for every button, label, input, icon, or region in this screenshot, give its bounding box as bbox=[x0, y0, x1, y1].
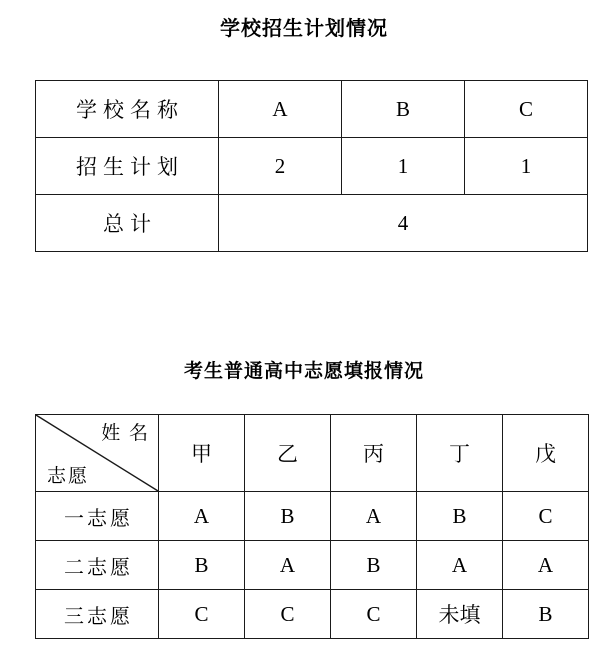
diagonal-header-name-label: 姓 名 bbox=[101, 423, 150, 444]
diagonal-header-volunteer-label: 志愿 bbox=[47, 466, 90, 487]
row-label-first-choice: 一志愿 bbox=[36, 492, 159, 541]
school-a-name: A bbox=[219, 81, 342, 138]
row-label-total: 总计 bbox=[36, 195, 219, 252]
second-choice-student-3: B bbox=[331, 541, 417, 590]
school-plan-table bbox=[35, 80, 588, 252]
third-choice-student-2: C bbox=[245, 590, 331, 639]
first-choice-student-5: C bbox=[503, 492, 589, 541]
first-choice-student-3: A bbox=[331, 492, 417, 541]
diagonal-header-cell bbox=[36, 415, 159, 492]
page-title-volunteer-form: 考生普通高中志愿填报情况 bbox=[183, 361, 424, 382]
student-name-3: 丙 bbox=[331, 415, 417, 492]
row-label-third-choice: 三志愿 bbox=[36, 590, 159, 639]
second-choice-student-2: A bbox=[245, 541, 331, 590]
second-choice-student-4: A bbox=[417, 541, 503, 590]
school-b-name: B bbox=[342, 81, 465, 138]
page-title-school-plan: 学校招生计划情况 bbox=[220, 18, 388, 40]
school-a-plan: 2 bbox=[219, 138, 342, 195]
school-c-plan: 1 bbox=[465, 138, 588, 195]
student-name-4: 丁 bbox=[417, 415, 503, 492]
table-row bbox=[36, 492, 589, 541]
third-choice-student-5: B bbox=[503, 590, 589, 639]
table-row bbox=[36, 81, 588, 138]
third-choice-student-4: 未填 bbox=[417, 590, 503, 639]
table-row bbox=[36, 195, 588, 252]
student-name-1: 甲 bbox=[159, 415, 245, 492]
first-choice-student-2: B bbox=[245, 492, 331, 541]
first-choice-student-1: A bbox=[159, 492, 245, 541]
school-c-name: C bbox=[465, 81, 588, 138]
student-name-2: 乙 bbox=[245, 415, 331, 492]
first-choice-student-4: B bbox=[417, 492, 503, 541]
table-row bbox=[36, 138, 588, 195]
volunteer-table bbox=[35, 414, 589, 639]
total-value: 4 bbox=[219, 195, 588, 252]
student-name-5: 戊 bbox=[503, 415, 589, 492]
second-choice-student-1: B bbox=[159, 541, 245, 590]
table-header-row bbox=[36, 415, 589, 492]
row-label-second-choice: 二志愿 bbox=[36, 541, 159, 590]
row-label-enrollment-plan: 招生计划 bbox=[36, 138, 219, 195]
third-choice-student-1: C bbox=[159, 590, 245, 639]
table-row bbox=[36, 541, 589, 590]
third-choice-student-3: C bbox=[331, 590, 417, 639]
second-choice-student-5: A bbox=[503, 541, 589, 590]
table-row bbox=[36, 590, 589, 639]
school-b-plan: 1 bbox=[342, 138, 465, 195]
row-label-school-name: 学校名称 bbox=[36, 81, 219, 138]
